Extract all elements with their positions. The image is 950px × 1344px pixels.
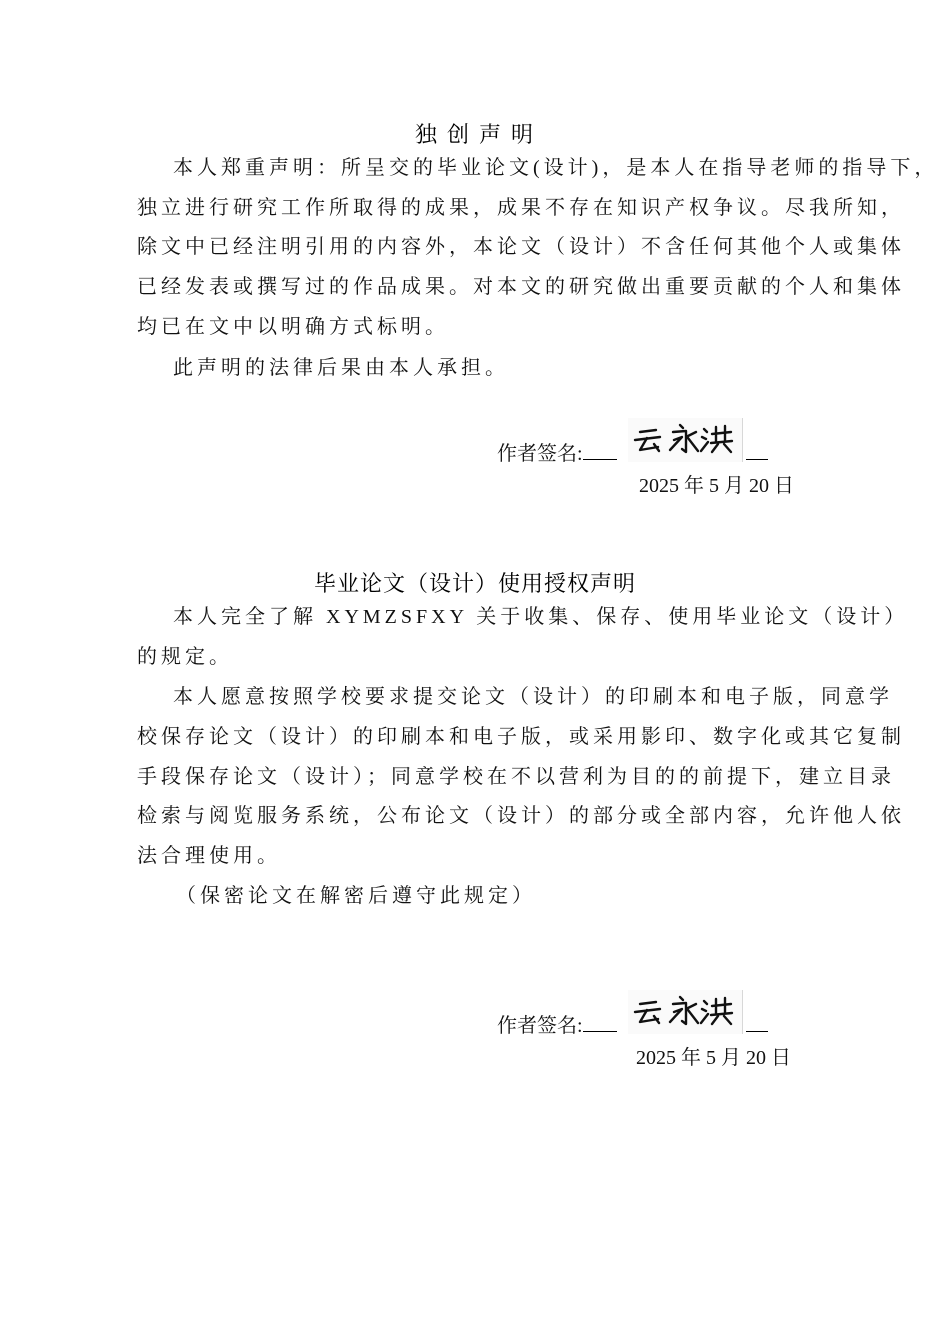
paragraph-line: 手段保存论文（设计）；同意学校在不以营利为目的的前提下，建立目录 [137, 766, 895, 788]
handwritten-signature-image [628, 990, 743, 1034]
paragraph-line: 本人郑重声明：所呈交的毕业论文(设计)，是本人在指导老师的指导下， [173, 157, 939, 179]
handwritten-signature-image [628, 418, 743, 462]
signature-date: 2025 年 5 月 20 日 [639, 475, 794, 497]
signature-trailing-underline [746, 1012, 768, 1040]
authorization-statement-title: 毕业论文（设计）使用授权声明 [313, 572, 636, 597]
signature-strokes-icon [632, 422, 736, 458]
author-signature-row [497, 440, 617, 468]
paragraph-line: 已经发表或撰写过的作品成果。对本文的研究做出重要贡献的个人和集体 [137, 276, 905, 298]
paragraph-line: 此声明的法律后果由本人承担。 [173, 357, 509, 379]
paragraph-line: 法合理使用。 [137, 845, 281, 867]
signature-underline-end [746, 1013, 768, 1032]
originality-statement-title: 独创声明 [414, 123, 543, 148]
signature-label: 作者签名: [497, 1015, 583, 1037]
signature-underline [583, 441, 617, 460]
signature-label: 作者签名: [497, 443, 583, 465]
signature-strokes-icon [632, 994, 736, 1030]
signature-trailing-underline [746, 440, 768, 468]
paragraph-line: 本人愿意按照学校要求提交论文（设计）的印刷本和电子版，同意学 [173, 686, 893, 708]
paragraph-line: 除文中已经注明引用的内容外，本论文（设计）不含任何其他个人或集体 [137, 236, 905, 258]
paragraph-line: 的规定。 [137, 646, 233, 668]
paragraph-line: 均已在文中以明确方式标明。 [137, 316, 449, 338]
paragraph-line: 校保存论文（设计）的印刷本和电子版，或采用影印、数字化或其它复制 [137, 726, 905, 748]
signature-underline [583, 1013, 617, 1032]
signature-date: 2025 年 5 月 20 日 [636, 1047, 791, 1069]
author-signature-row [497, 1012, 617, 1040]
signature-underline-end [746, 441, 768, 460]
paragraph-line: 检索与阅览服务系统，公布论文（设计）的部分或全部内容，允许他人依 [137, 805, 905, 827]
paragraph-line: 本人完全了解 XYMZSFXY 关于收集、保存、使用毕业论文（设计） [173, 606, 909, 628]
paragraph-line: 独立进行研究工作所取得的成果，成果不存在知识产权争议。尽我所知， [137, 197, 905, 219]
confidential-note: （保密论文在解密后遵守此规定） [176, 885, 536, 907]
